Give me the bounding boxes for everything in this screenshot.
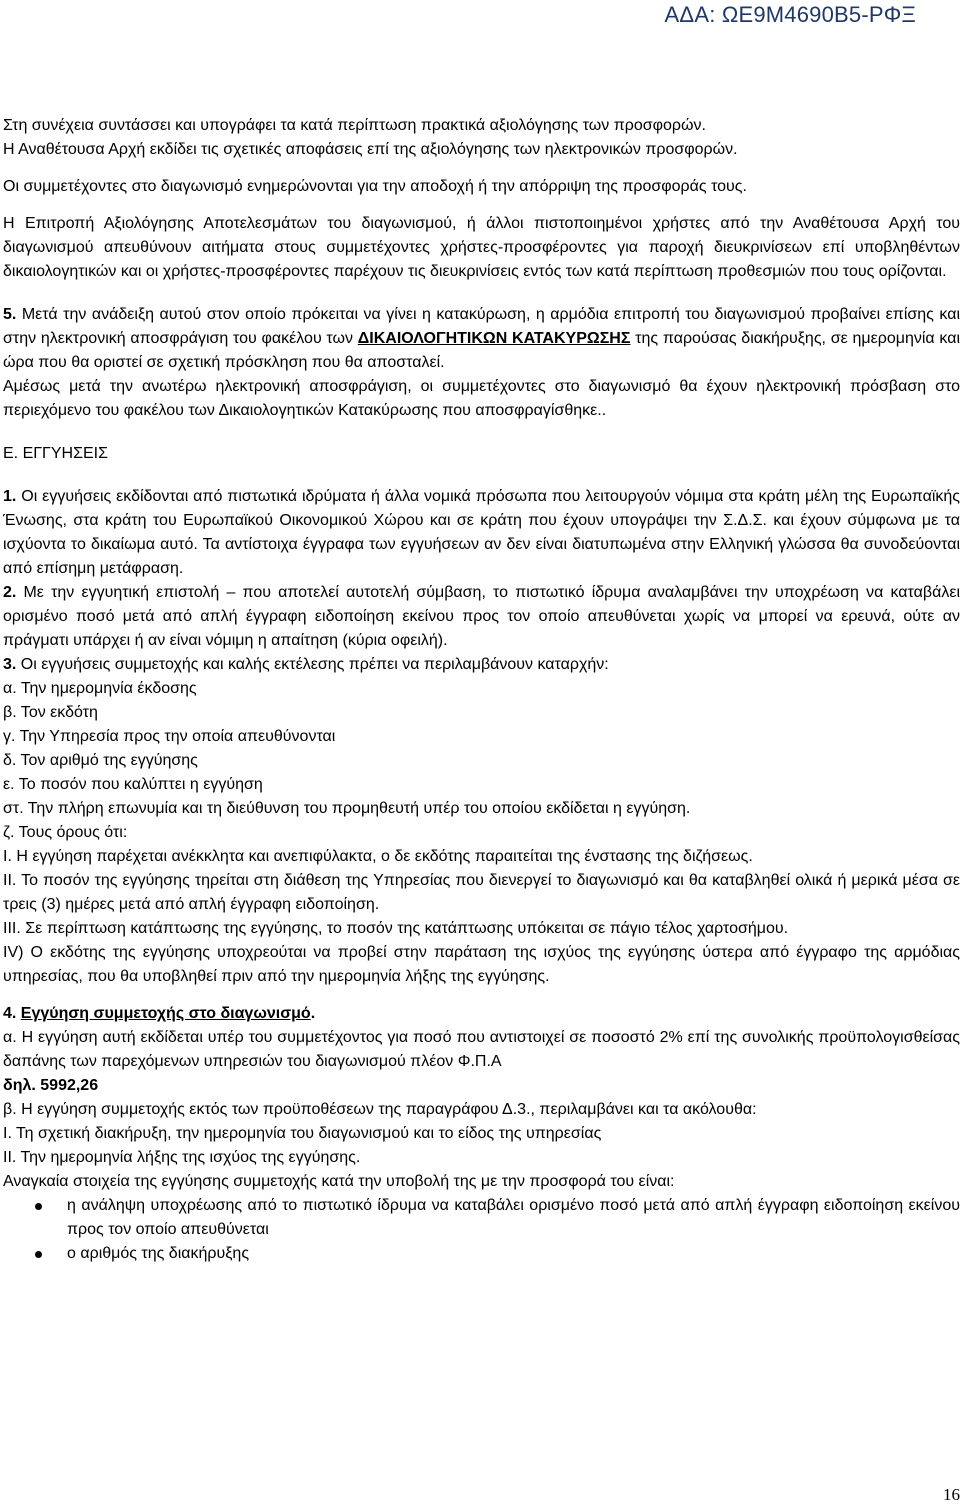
bullet-list <box>3 1194 960 1266</box>
list-item: γ. Την Υπηρεσία προς την οποία απευθύνονται <box>3 728 336 745</box>
ada-code: ΑΔΑ: ΩΕ9Μ4690Β5-ΡΦΞ <box>664 2 916 27</box>
paragraph: Αναγκαία στοιχεία της εγγύησης συμμετοχής κατά την υποβολή της με την προσφορά του είναι: <box>3 1173 675 1190</box>
list-item: στ. Την πλήρη επωνυμία και τη διεύθυνση του προμηθευτή υπέρ του οποίου εκδίδεται η εγγύηση. <box>3 800 691 817</box>
bullet-item: η ανάληψη υποχρέωσης από το πιστωτικό ίδρυμα να καταβάλει ορισμένο ποσό μετά από απλή έγγραφη ειδοποίηση εκείνου προς τον οποίο απευθύνεται <box>3 1194 960 1242</box>
list-item: Ι. Τη σχετική διακήρυξη, την ημερομηνία του διαγωνισμού και το είδος της υπηρεσίας <box>3 1125 602 1142</box>
paragraph: Η Αναθέτουσα Αρχή εκδίδει τις σχετικές αποφάσεις επί της αξιολόγησης των ηλεκτρονικών προσφορών. <box>3 141 738 158</box>
section-title: Ε. ΕΓΓΥΗΣΕΙΣ <box>3 445 108 462</box>
guarantee-2: 2. Με την εγγυητική επιστολή – που αποτελεί αυτοτελή σύμβαση, το πιστωτικό ίδρυμα αναλαμβάνει την υποχρέωση να καταβάλει ορισμένο ποσό μετά από απλή έγγραφη ειδοποίηση εκείνου προς τον οποίο απευθύνεται χωρίς να μπορεί να ερευνά, ούτε αν πράγματι υπάρχει ή αν είναι νόμιμη η απαίτηση (κύρια οφειλή). <box>3 584 960 649</box>
guarantee-3: 3. Οι εγγυήσεις συμμετοχής και καλής εκτέλεσης πρέπει να περιλαμβάνουν καταρχήν: <box>3 656 609 673</box>
list-item: α. Την ημερομηνία έκδοσης <box>3 680 197 697</box>
section-5-paragraph: 5. Μετά την ανάδειξη αυτού στον οποίο πρόκειται να γίνει η κατακύρωση, η αρμόδια επιτροπή του διαγωνισμού προβαίνει επίσης και στην ηλεκτρονική αποσφράγιση του φακέλου των ΔΙΚΑΙΟΛΟΓΗΤΙΚΩΝ ΚΑΤΑΚΥΡΩΣΗΣ της παρούσας διακήρυξης, σε ημερομηνία και ώρα που θα οριστεί σε σχετική πρόσκληση που θα αποσταλεί. <box>3 306 960 371</box>
bullet-item: ο αριθμός της διακήρυξης <box>3 1242 960 1266</box>
guarantee-1: 1. Οι εγγυήσεις εκδίδονται από πιστωτικά ιδρύματα ή άλλα νομικά πρόσωπα που λειτουργούν νόμιμα στα κράτη μέλη της Ευρωπαϊκής Ένωσης, στα κράτη του Ευρωπαϊκού Οικονομικού Χώρου και σε κράτη που έχουν υπογράψει την Σ.Δ.Σ. και έχουν σύμφωνα με τα ισχύοντα το δικαίωμα αυτό. Τα αντίστοιχα έγγραφα των εγγυήσεων αν δεν είναι διατυπωμένα στην Ελληνική γλώσσα θα συνοδεύονται από επίσημη μετάφραση. <box>3 488 960 577</box>
list-item: ΙΙ. Την ημερομηνία λήξης της ισχύος της εγγύησης. <box>3 1149 361 1166</box>
list-item: δ. Τον αριθμό της εγγύησης <box>3 752 198 769</box>
list-item: IV) Ο εκδότης της εγγύησης υποχρεούται να προβεί στην παράταση της ισχύος της εγγύησης ύστερα από έγγραφο της αρμόδιας υπηρεσίας, που θα υποβληθεί πριν από την ημερομηνία λήξης της εγγύησης. <box>3 944 960 985</box>
paragraph: Η Επιτροπή Αξιολόγησης Αποτελεσμάτων του διαγωνισμού, ή άλλοι πιστοποιημένοι χρήστες από την Αναθέτουσα Αρχή του διαγωνισμού απευθύνουν αιτήματα στους συμμετέχοντες χρήστες-προσφέροντες για παροχή διευκρινίσεων επί υποβληθέντων δικαιολογητικών και οι χρήστες-προσφέροντες παρέχουν τις διευκρινίσεις εντός των κατά περίπτωση προθεσμιών που τους ορίζονται. <box>3 215 960 280</box>
emphasis-text: ΔΙΚΑΙΟΛΟΓΗΤΙΚΩΝ ΚΑΤΑΚΥΡΩΣΗΣ <box>357 330 631 347</box>
document-body <box>3 114 960 1266</box>
paragraph: Οι συμμετέχοντες στο διαγωνισμό ενημερώνονται για την αποδοχή ή την απόρριψη της προσφοράς τους. <box>3 178 747 195</box>
paragraph: Αμέσως μετά την ανωτέρω ηλεκτρονική αποσφράγιση, οι συμμετέχοντες στο διαγωνισμό θα έχουν ηλεκτρονική πρόσβαση στο περιεχόμενο του φακέλου των Δικαιολογητικών Κατακύρωσης που αποσφραγίσθηκε.. <box>3 378 960 419</box>
bullet-icon <box>35 1251 42 1258</box>
list-item: ε. Το ποσόν που καλύπτει η εγγύηση <box>3 776 263 793</box>
bullet-icon <box>35 1203 42 1210</box>
list-item: β. Τον εκδότη <box>3 704 98 721</box>
section-number: 5. <box>3 306 17 323</box>
list-item: ΙΙΙ. Σε περίπτωση κατάπτωσης της εγγύησης, το ποσόν της κατάπτωσης υπόκειται σε πάγιο τέλος χαρτοσήμου. <box>3 920 789 937</box>
paragraph: α. Η εγγύηση αυτή εκδίδεται υπέρ του συμμετέχοντος για ποσό που αντιστοιχεί σε ποσοστό 2% επί της συνολικής προϋπολογισθείσας δαπάνης των παρεχόμενων υπηρεσιών του διαγωνισμού πλέον Φ.Π.Α <box>3 1029 960 1070</box>
page-number: 16 <box>943 1485 960 1504</box>
list-item: ΙΙ. Το ποσόν της εγγύησης τηρείται στη διάθεση της Υπηρεσίας που διενεργεί το διαγωνισμό και θα καταβληθεί ολικά ή μερικά μέσα σε τρεις (3) ημέρες μετά από απλή έγγραφη ειδοποίηση. <box>3 872 960 913</box>
guarantee-amount: δηλ. 5992,26 <box>3 1077 99 1094</box>
guarantee-4-title: 4. Εγγύηση συμμετοχής στο διαγωνισμό. <box>3 1005 316 1022</box>
list-item: Ι. Η εγγύηση παρέχεται ανέκκλητα και ανεπιφύλακτα, ο δε εκδότης παραιτείται της ένστασης της διζήσεως. <box>3 848 753 865</box>
paragraph: Στη συνέχεια συντάσσει και υπογράφει τα κατά περίπτωση πρακτικά αξιολόγησης των προσφορών. <box>3 117 706 134</box>
list-item: ζ. Τους όρους ότι: <box>3 824 128 841</box>
paragraph: β. Η εγγύηση συμμετοχής εκτός των προϋποθέσεων της παραγράφου Δ.3., περιλαμβάνει και τα ακόλουθα: <box>3 1101 757 1118</box>
